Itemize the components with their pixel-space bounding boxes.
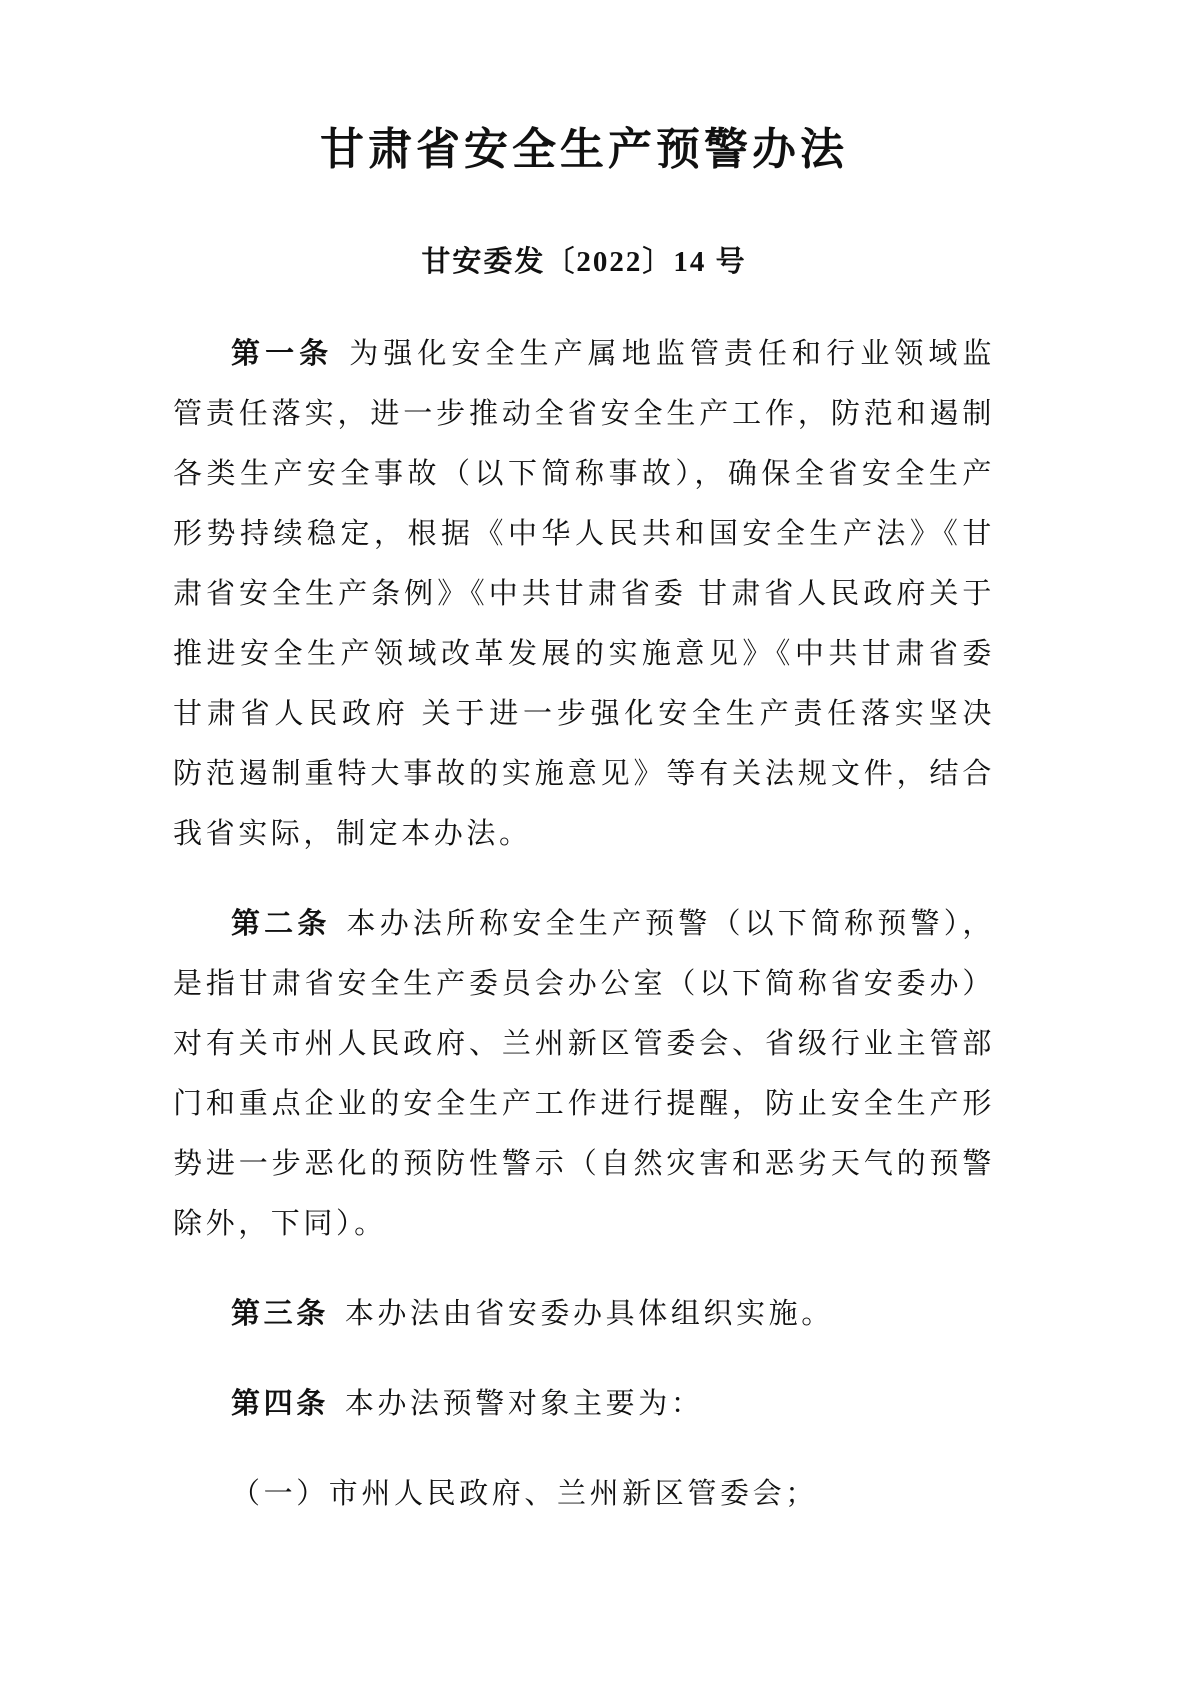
paragraph-list-item-1 xyxy=(173,1464,995,1524)
paragraph-article-2 xyxy=(173,894,995,1254)
article-1-text: 为强化安全生产属地监管责任和行业领域监管责任落实，进一步推动全省安全生产工作，防范和遏制各类生产安全事故（以下简称事故），确保全省安全生产形势持续稳定，根据《中华人民共和国安全生产法》《甘肃省安全生产条例》《中共甘肃省委 甘肃省人民政府关于推进安全生产领域改革发展的实施意见》《中共甘肃省委 甘肃省人民政府 关于进一步强化安全生产责任落实坚决防范遏制重特大事故的实施意见》等有关法规文件，结合我省实际，制定本办法。 xyxy=(173,338,995,850)
paragraph-article-1 xyxy=(173,324,995,864)
article-2-label: 第二条 xyxy=(231,908,331,940)
article-4-label: 第四条 xyxy=(231,1388,329,1420)
article-3-label: 第三条 xyxy=(231,1298,329,1330)
document-body xyxy=(173,324,995,1524)
paragraph-article-4 xyxy=(173,1374,995,1434)
document-title: 甘肃省安全生产预警办法 xyxy=(320,125,848,174)
list-item-1-text: （一）市州人民政府、兰州新区管委会； xyxy=(231,1478,818,1510)
article-1-label: 第一条 xyxy=(231,338,334,370)
document-number: 甘安委发〔2022〕14 号 xyxy=(421,246,747,278)
article-2-text: 本办法所称安全生产预警（以下简称预警），是指甘肃省安全生产委员会办公室（以下简称省安委办）对有关市州人民政府、兰州新区管委会、省级行业主管部门和重点企业的安全生产工作进行提醒，防止安全生产形势进一步恶化的预防性警示（自然灾害和恶劣天气的预警除外，下同）。 xyxy=(173,908,995,1240)
article-4-text: 本办法预警对象主要为： xyxy=(344,1388,704,1420)
article-3-text: 本办法由省安委办具体组织实施。 xyxy=(344,1298,834,1330)
paragraph-article-3 xyxy=(173,1284,995,1344)
